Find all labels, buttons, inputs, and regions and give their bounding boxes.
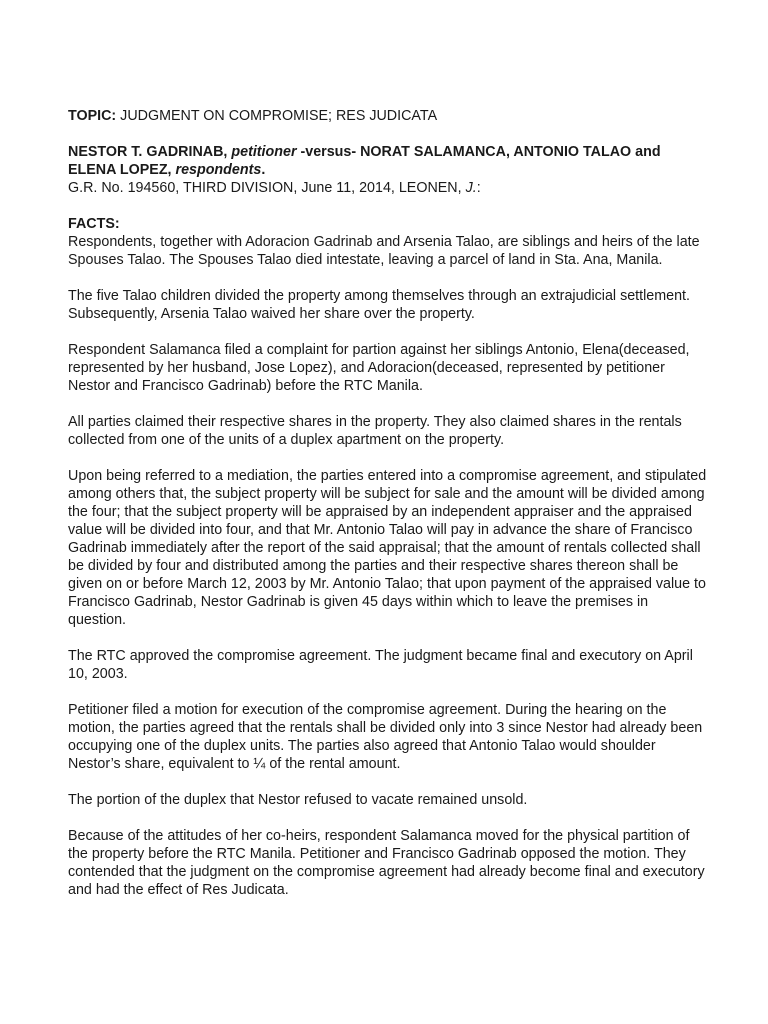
facts-paragraph-4: All parties claimed their respective shares in the property. They also claimed shares in the rentals collected from one of the units of a duplex apartment on the property. <box>68 414 682 448</box>
petitioner-role: petitioner <box>227 144 297 160</box>
citation-text: G.R. No. 194560, THIRD DIVISION, June 11, 2014, LEONEN, <box>68 180 466 196</box>
facts-paragraph-5: Upon being referred to a mediation, the parties entered into a compromise agreement, and stipulated among others that, the subject property will be subject for sale and the amount will be divided among the four; that the subject property will be appraised by an independent appraiser and the appraised value will be divided into four, and that Mr. Antonio Talao will pay in advance the share of Francisco Gadrinab immediately after the report of the said appraisal; that the amount of rentals collected shall be divided by four and distributed among the parties and their respective shares thereon shall be given on or before March 12, 2003 by Mr. Antonio Talao; that upon payment of the appraised value to Francisco Gadrinab, Nestor Gadrinab is given 45 days within which to leave the premises in question. <box>68 468 707 628</box>
topic-line <box>68 107 708 125</box>
facts-heading: FACTS: <box>68 216 120 232</box>
facts-paragraph-3: Respondent Salamanca filed a complaint for partion against her siblings Antonio, Elena(deceased, represented by her husband, Jose Lopez), and Adoracion(deceased, represented by petitioner Nestor and Francisco Gadrinab) before the RTC Manila. <box>68 342 690 394</box>
facts-paragraph-2: The five Talao children divided the property among themselves through an extrajudicial settlement. Subsequently, Arsenia Talao waived her share over the property. <box>68 288 690 322</box>
petitioner-name: NESTOR T. GADRINAB, <box>68 144 228 160</box>
citation-end: : <box>476 180 481 196</box>
respondents-names: NORAT SALAMANCA, ANTONIO TALAO and ELENA LOPEZ, <box>68 144 661 178</box>
case-title-end: . <box>261 162 266 178</box>
document-page <box>68 107 708 917</box>
facts-paragraph-7: Petitioner filed a motion for execution of the compromise agreement. During the hearing on the motion, the parties agreed that the rentals shall be divided only into 3 since Nestor had already been occupying one of the duplex units. The parties also agreed that Antonio Talao would shoulder Nestor’s share, equivalent to ¼ of the rental amount. <box>68 702 703 772</box>
facts-paragraph-6: The RTC approved the compromise agreement. The judgment became final and executory on April 10, 2003. <box>68 648 693 682</box>
case-citation <box>68 179 708 197</box>
topic-label: TOPIC: <box>68 108 117 124</box>
facts-paragraph-1: Respondents, together with Adoracion Gadrinab and Arsenia Talao, are siblings and heirs of the late Spouses Talao. The Spouses Talao died intestate, leaving a parcel of land in Sta. Ana, Manila. <box>68 234 700 268</box>
facts-paragraph-8: The portion of the duplex that Nestor refused to vacate remained unsold. <box>68 792 528 808</box>
versus-text: -versus- <box>296 144 361 160</box>
citation-justice: J. <box>465 180 477 196</box>
respondents-role: respondents <box>171 162 262 178</box>
topic-text: JUDGMENT ON COMPROMISE; RES JUDICATA <box>116 108 438 124</box>
facts-paragraph-9: Because of the attitudes of her co-heirs, respondent Salamanca moved for the physical partition of the property before the RTC Manila. Petitioner and Francisco Gadrinab opposed the motion. They contended that the judgment on the compromise agreement had already become final and executory and had the effect of Res Judicata. <box>68 828 705 898</box>
case-title <box>68 143 708 179</box>
